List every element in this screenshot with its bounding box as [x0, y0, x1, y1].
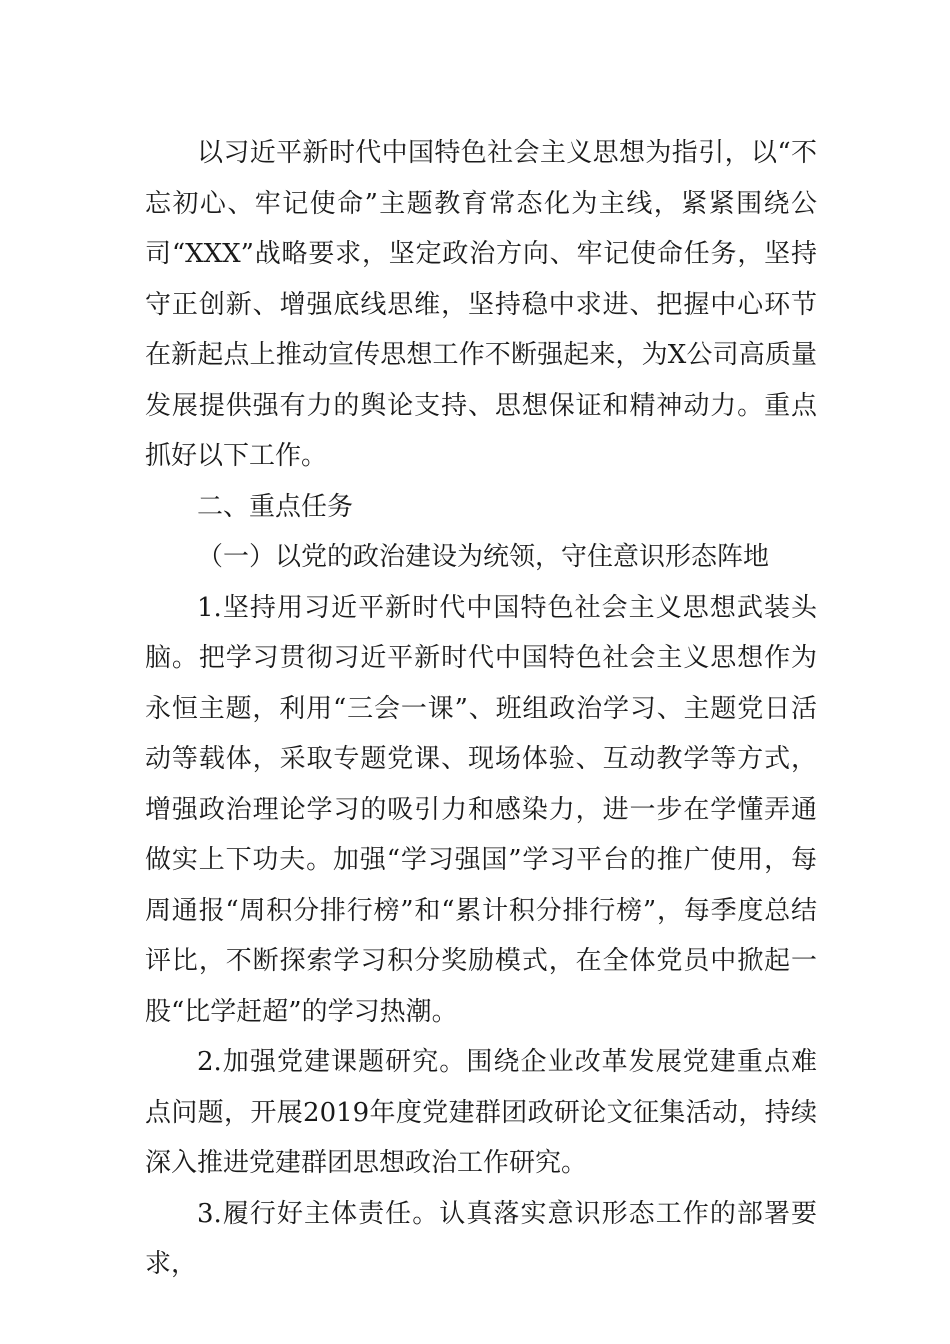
subsection-heading-1: （一）以党的政治建设为统领，守住意识形态阵地: [197, 542, 770, 572]
task-paragraph-1: 1.坚持用习近平新时代中国特色社会主义思想武装头脑。把学习贯彻习近平新时代中国特色社会主义思想作为永恒主题，利用“三会一课”、班组政治学习、主题党日活动等载体，采取专题党课、现场体验、互动教学等方式，增强政治理论学习的吸引力和感染力，进一步在学懂弄通做实上下功夫。加强“学习强国”学习平台的推广使用，每周通报“周积分排行榜”和“累计积分排行榜”，每季度总结评比，不断探索学习积分奖励模式，在全体党员中掀起一股“比学赶超”的学习热潮。: [145, 592, 817, 1027]
section-heading-key-tasks: 二、重点任务: [197, 491, 354, 522]
intro-paragraph: 以习近平新时代中国特色社会主义思想为指引，以“不忘初心、牢记使命”主题教育常态化为主线，紧紧围绕公司“XXX”战略要求，坚定政治方向、牢记使命任务，坚持守正创新、增强底线思维，坚持稳中求进、把握中心环节在新起点上推动宣传思想工作不断强起来，为X公司高质量发展提供强有力的舆论支持、思想保证和精神动力。重点抓好以下工作。: [145, 138, 817, 471]
task-paragraph-3: 3.履行好主体责任。认真落实意识形态工作的部署要求，: [145, 1198, 817, 1279]
task-paragraph-2: 2.加强党建课题研究。围绕企业改革发展党建重点难点问题，开展2019年度党建群团政研论文征集活动，持续深入推进党建群团思想政治工作研究。: [145, 1047, 817, 1178]
document-body: [145, 128, 817, 1290]
